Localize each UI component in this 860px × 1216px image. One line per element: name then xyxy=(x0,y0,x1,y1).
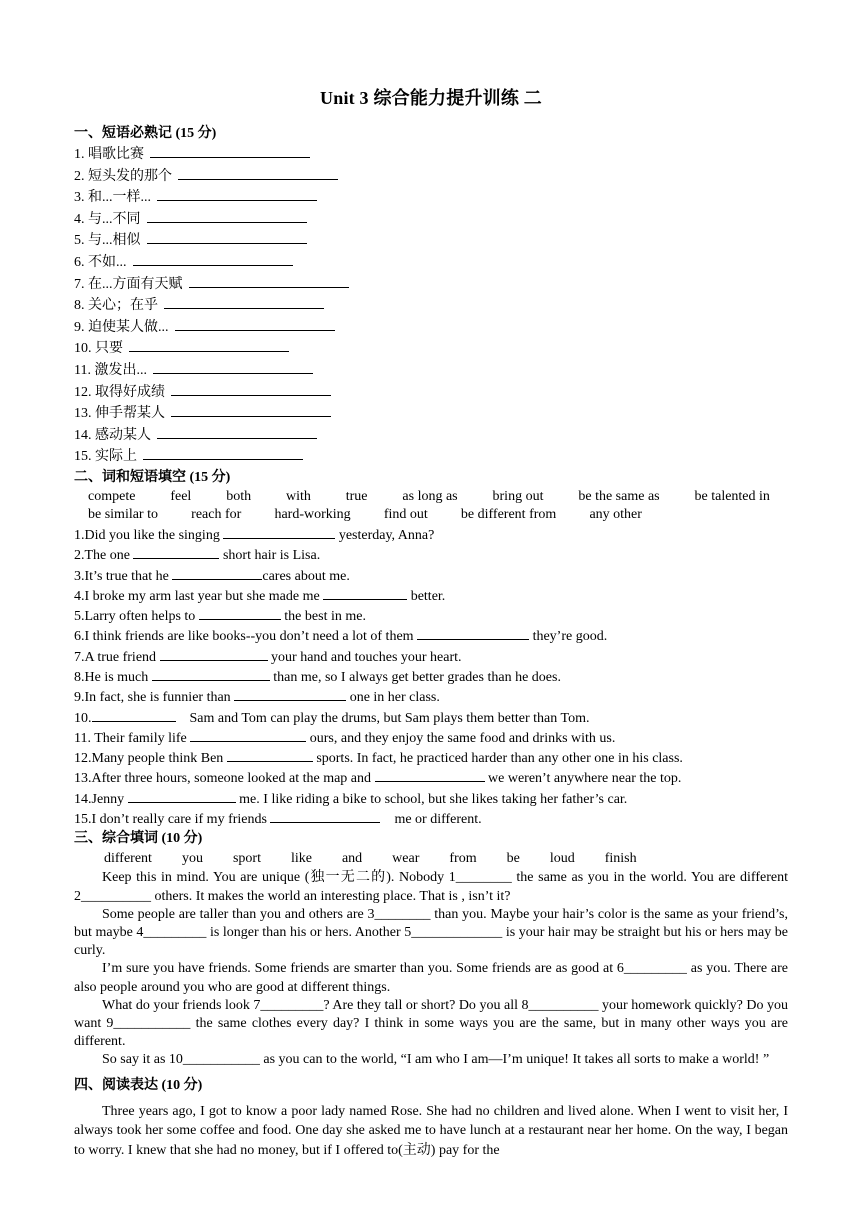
phrase-item xyxy=(74,230,788,252)
word-bank-item: find out xyxy=(383,507,428,523)
word-bank-item: true xyxy=(345,488,368,504)
answer-blank[interactable] xyxy=(147,230,307,244)
phrase-item xyxy=(74,338,788,360)
section1-heading: 一、短语必熟记 (15 分) xyxy=(74,126,217,141)
fill-sentence xyxy=(74,667,788,687)
word-bank-item: be xyxy=(506,851,520,867)
phrase-text: 唱歌比赛 xyxy=(88,147,144,162)
sentence-end: cares about me. xyxy=(262,568,350,584)
phrase-text: 迫使某人做... xyxy=(88,319,169,335)
answer-blank[interactable] xyxy=(375,768,485,782)
sentence-end: we weren’t anywhere near the top. xyxy=(484,771,682,787)
phrase-text: 伸手帮某人 xyxy=(95,406,165,422)
answer-blank[interactable] xyxy=(171,382,331,396)
section4-heading: 四、阅读表达 (10 分) xyxy=(74,1077,203,1093)
fill-sentence xyxy=(74,687,788,707)
answer-blank[interactable] xyxy=(133,252,293,266)
phrase-item xyxy=(74,274,788,296)
phrase-number: 1. xyxy=(74,147,85,162)
fill-sentence xyxy=(74,789,788,809)
fill-sentence xyxy=(74,768,788,788)
word-bank-item: finish xyxy=(604,851,637,867)
phrase-item xyxy=(74,382,788,404)
phrase-item xyxy=(74,295,788,317)
sentence-start: 8.He is much xyxy=(74,669,152,685)
sentence-start: 14.Jenny xyxy=(74,791,128,807)
word-bank-item: different xyxy=(104,851,152,867)
sentence-end: me. I like riding a bike to school, but she likes taking her father’s car. xyxy=(235,791,628,807)
sentence-end: the best in me. xyxy=(280,609,366,625)
word-bank-item: with xyxy=(285,488,311,504)
word-bank-item: both xyxy=(226,488,252,504)
phrase-number: 12. xyxy=(74,384,92,400)
phrase-number: 4. xyxy=(74,211,85,227)
answer-blank[interactable] xyxy=(189,274,349,288)
phrase-text: 在...方面有天赋 xyxy=(88,276,183,292)
answer-blank[interactable] xyxy=(227,748,313,762)
phrase-item xyxy=(74,317,788,339)
sentence-start: 11. Their family life xyxy=(74,730,191,746)
word-bank-row-2 xyxy=(74,506,788,525)
reading-paragraph-1: Three years ago, I got to know a poor lady named Rose. She had no children and lived alone. When I went to visit her, I always took her some coffee and food. One day she asked me to have lunch at a restaurant near her home. On the way, I began to worry. I knew that she had no money, but if I offered to(主动) pay for the xyxy=(74,1103,788,1158)
answer-blank[interactable] xyxy=(190,728,306,742)
section2-heading: 二、词和短语填空 (15 分) xyxy=(74,469,231,485)
phrase-text: 与...不同 xyxy=(88,211,141,227)
word-bank-item: sport xyxy=(232,851,261,867)
answer-blank[interactable] xyxy=(175,317,335,331)
word-bank-cloze xyxy=(74,849,788,869)
phrase-item xyxy=(74,144,788,166)
phrase-number: 5. xyxy=(74,233,85,249)
phrase-text: 只要 xyxy=(95,341,123,357)
phrase-number: 8. xyxy=(74,298,85,314)
word-bank-item: any other xyxy=(589,507,642,523)
word-bank-item: be talented in xyxy=(694,488,770,504)
answer-blank[interactable] xyxy=(223,525,335,539)
phrase-text: 取得好成绩 xyxy=(95,384,165,400)
sentence-end: short hair is Lisa. xyxy=(219,548,321,564)
word-bank-item: loud xyxy=(549,851,575,867)
answer-blank[interactable] xyxy=(92,708,176,722)
phrase-number: 6. xyxy=(74,254,85,270)
answer-blank[interactable] xyxy=(152,667,270,681)
phrase-text: 短头发的那个 xyxy=(88,168,172,184)
cloze-paragraph-2: Some people are taller than you and others are 3________ than you. Maybe your hair’s color is the same as your friend’s, but maybe 4_________ is longer than his or hers. Another 5_____________ is your hair may be straight but his or hers may be curly. xyxy=(74,906,788,959)
word-bank-item: compete xyxy=(88,488,136,504)
phrase-number: 9. xyxy=(74,319,85,335)
phrase-number: 7. xyxy=(74,276,85,292)
cloze-paragraph-4: What do your friends look 7_________? Are they tall or short? Do you all 8__________ your homework quickly? Do you want 9___________ the same clothes every day? I think in some ways you are the same, but in many other ways you are different. xyxy=(74,997,788,1050)
answer-blank[interactable] xyxy=(157,425,317,439)
phrase-number: 14. xyxy=(74,427,92,443)
answer-blank[interactable] xyxy=(128,789,236,803)
sentence-start: 3.It’s true that he xyxy=(74,568,173,584)
sentence-end: yesterday, Anna? xyxy=(335,527,435,543)
fill-sentence xyxy=(74,708,788,728)
phrase-text: 激发出... xyxy=(94,362,147,378)
sentence-end: they’re good. xyxy=(529,629,608,645)
phrase-text: 与...相似 xyxy=(88,233,141,249)
word-bank-item: as long as xyxy=(402,488,458,504)
word-bank-item: feel xyxy=(170,488,192,504)
word-bank-item: and xyxy=(341,851,363,867)
sentence-end: Sam and Tom can play the drums, but Sam plays them better than Tom. xyxy=(175,710,590,726)
phrase-number: 3. xyxy=(74,190,85,206)
fill-sentence xyxy=(74,728,788,748)
word-bank-item: reach for xyxy=(191,507,242,523)
fill-sentence xyxy=(74,647,788,667)
phrase-text: 不如... xyxy=(88,254,127,270)
fill-sentence xyxy=(74,606,788,626)
word-bank-item: like xyxy=(290,851,312,867)
word-bank-item: be different from xyxy=(460,507,557,523)
answer-blank[interactable] xyxy=(172,566,262,580)
sentence-start: 2.The one xyxy=(74,548,134,564)
word-bank-item: wear xyxy=(392,851,420,867)
answer-blank[interactable] xyxy=(147,209,307,223)
cloze-paragraph-1: Keep this in mind. You are unique (独一无二的). Nobody 1________ the same as you in the world. You are different 2__________ others. It makes the world an interesting place. That is , isn’t it? xyxy=(74,870,788,904)
sentence-start: 15.I don’t really care if my friends xyxy=(74,812,271,828)
answer-blank[interactable] xyxy=(153,360,313,374)
sentence-end: one in her class. xyxy=(346,690,440,706)
phrase-item xyxy=(74,446,788,468)
sentence-start: 13.After three hours, someone looked at the map and xyxy=(74,771,375,787)
sentence-end: sports. In fact, he practiced harder than any other one in his class. xyxy=(312,751,683,767)
sentence-end: than me, so I always get better grades than he does. xyxy=(269,669,561,685)
fill-sentence xyxy=(74,626,788,646)
answer-blank[interactable] xyxy=(129,338,289,352)
answer-blank[interactable] xyxy=(143,446,303,460)
cloze-paragraph-5: So say it as 10___________ as you can to the world, “I am who I am—I’m unique! It takes all sorts to make a world! ” xyxy=(102,1052,770,1068)
phrase-item xyxy=(74,252,788,274)
sentence-start: 5.Larry often helps to xyxy=(74,609,199,625)
answer-blank[interactable] xyxy=(417,626,529,640)
sentence-start: 1.Did you like the singing xyxy=(74,527,224,543)
sentence-end: ours, and they enjoy the same food and drinks with us. xyxy=(306,730,616,746)
phrase-text: 和...一样... xyxy=(88,190,151,206)
phrase-number: 13. xyxy=(74,406,92,422)
sentence-start: 10. xyxy=(74,710,92,726)
sentence-end: your hand and touches your heart. xyxy=(267,649,462,665)
cloze-paragraph-3: I’m sure you have friends. Some friends are smarter than you. Some friends are as good at 6_________ as you. There are also people around you who are good at different things. xyxy=(74,961,788,995)
answer-blank[interactable] xyxy=(199,606,281,620)
phrase-number: 15. xyxy=(74,449,92,465)
worksheet-page xyxy=(74,84,788,1160)
answer-blank[interactable] xyxy=(160,647,268,661)
sentence-start: 4.I broke my arm last year but she made me xyxy=(74,588,324,604)
answer-blank[interactable] xyxy=(133,545,219,559)
sentence-end: better. xyxy=(407,588,446,604)
phrase-number: 10. xyxy=(74,341,92,357)
answer-blank[interactable] xyxy=(178,166,338,180)
phrase-item xyxy=(74,166,788,188)
word-bank-item: you xyxy=(181,851,203,867)
answer-blank[interactable] xyxy=(150,144,310,158)
phrase-item xyxy=(74,187,788,209)
word-bank-row-1 xyxy=(74,488,788,507)
phrase-item xyxy=(74,209,788,231)
phrase-item xyxy=(74,425,788,447)
answer-blank[interactable] xyxy=(270,809,380,823)
word-bank-item: hard-working xyxy=(274,507,351,523)
page-title: Unit 3 综合能力提升训练 二 xyxy=(320,88,542,108)
phrase-item xyxy=(74,403,788,425)
answer-blank[interactable] xyxy=(323,586,407,600)
section3-heading: 三、综合填词 (10 分) xyxy=(74,831,203,847)
answer-blank[interactable] xyxy=(234,687,346,701)
answer-blank[interactable] xyxy=(157,187,317,201)
phrase-text: 感动某人 xyxy=(95,427,151,443)
answer-blank[interactable] xyxy=(171,403,331,417)
fill-sentence xyxy=(74,748,788,768)
fill-sentence xyxy=(74,586,788,606)
sentence-start: 9.In fact, she is funnier than xyxy=(74,690,235,706)
answer-blank[interactable] xyxy=(164,295,324,309)
fill-sentence xyxy=(74,545,788,565)
phrase-number: 2. xyxy=(74,168,85,184)
sentence-list xyxy=(74,525,788,829)
sentence-start: 12.Many people think Ben xyxy=(74,751,227,767)
phrase-text: 关心；在乎 xyxy=(88,298,158,314)
sentence-start: 7.A true friend xyxy=(74,649,160,665)
phrase-item xyxy=(74,360,788,382)
word-bank-item: be the same as xyxy=(578,488,660,504)
fill-sentence xyxy=(74,809,788,829)
phrase-number: 11. xyxy=(74,362,91,378)
phrase-list xyxy=(74,144,788,468)
fill-sentence xyxy=(74,525,788,545)
word-bank-item: be similar to xyxy=(88,507,158,523)
phrase-text: 实际上 xyxy=(95,449,137,465)
word-bank-item: bring out xyxy=(492,488,544,504)
word-bank-item: from xyxy=(449,851,477,867)
sentence-end: me or different. xyxy=(380,812,482,828)
sentence-start: 6.I think friends are like books--you don’t need a lot of them xyxy=(74,629,418,645)
fill-sentence xyxy=(74,566,788,586)
